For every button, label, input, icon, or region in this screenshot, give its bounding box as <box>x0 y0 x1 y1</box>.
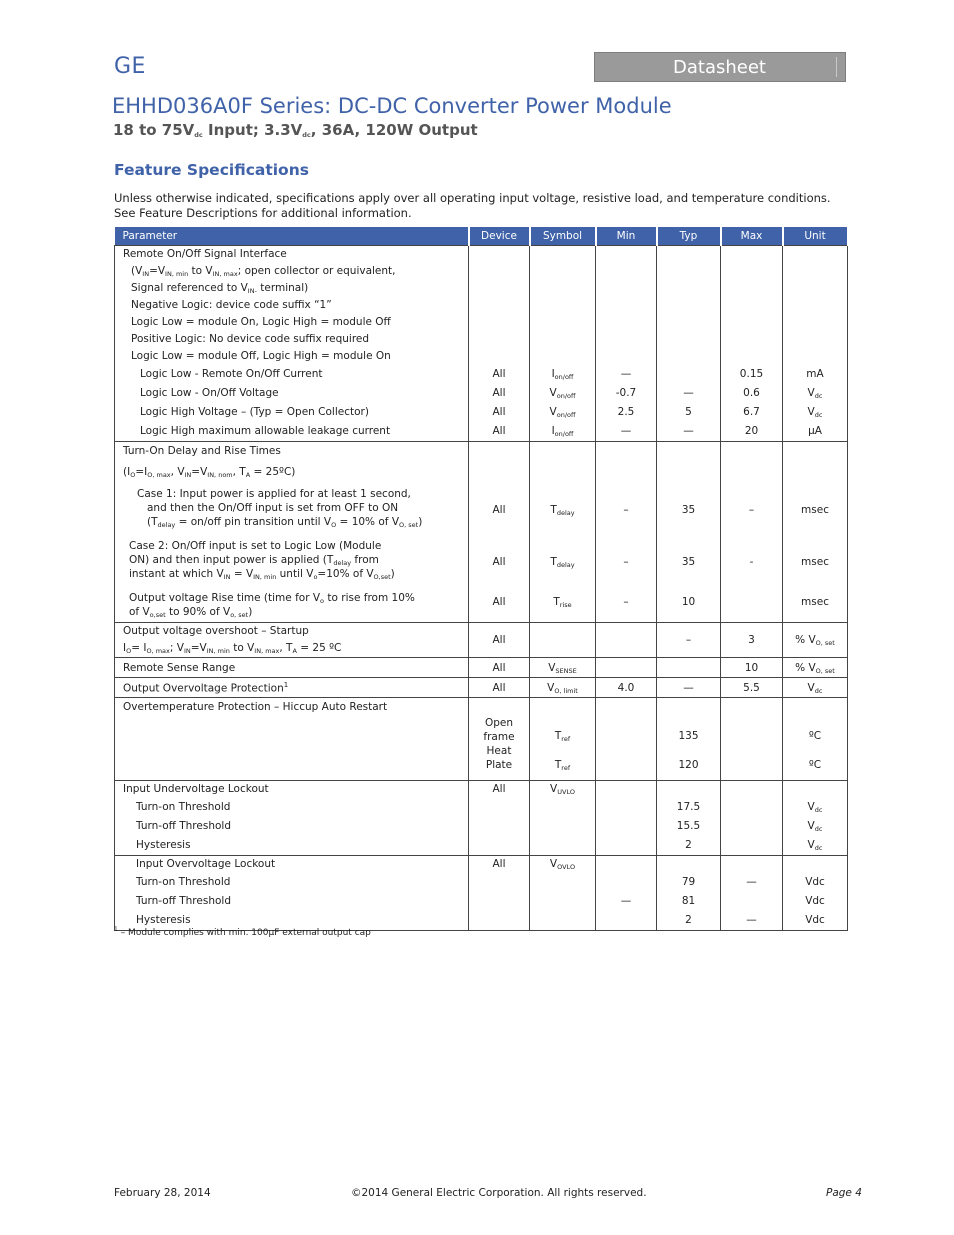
col-unit: Unit <box>783 227 848 246</box>
col-parameter: Parameter <box>115 227 469 246</box>
footer-copyright: ©2014 General Electric Corporation. All rights reserved. <box>351 1187 647 1199</box>
sense-unit: % $V_{O, set}$ <box>783 658 848 678</box>
overshoot-unit: % $V_{O, set}$ <box>783 623 848 658</box>
ovlo-parameter: Input Overvoltage Lockout Turn-on Threshold Turn-off Threshold Hysteresis <box>115 856 469 931</box>
otp-device: Open frame Heat Plate <box>469 698 530 781</box>
table-row <box>115 781 848 856</box>
footer-page-number: Page 4 <box>826 1187 862 1199</box>
ovlo-device: All <box>469 856 530 931</box>
otp-parameter: Overtemperature Protection – Hiccup Auto Restart <box>115 698 469 781</box>
turnon-min: – – – <box>596 442 657 623</box>
col-max: Max <box>721 227 783 246</box>
ovp-typ: — <box>657 678 721 698</box>
footer-date: February 28, 2014 <box>114 1187 211 1199</box>
ge-logo: GE <box>114 54 146 79</box>
otp-min <box>596 698 657 781</box>
page-subtitle: 18 to $75V_{dc}$ Input; $3.3V_{dc}$, 36A, 120W Output <box>113 121 478 139</box>
feature-spec-table <box>114 227 849 931</box>
onoff-max: 0.15 0.6 6.7 20 <box>721 246 783 442</box>
datasheet-label: Datasheet <box>673 57 766 78</box>
section-title: Feature Specifications <box>114 161 309 179</box>
uvlo-symbol: $V_{UVLO}$ <box>530 781 596 856</box>
table-footnote: $^1$ – Module complies with min. 100μF external output cap <box>114 926 371 938</box>
uvlo-typ: 17.5 15.5 2 <box>657 781 721 856</box>
overshoot-max: 3 <box>721 623 783 658</box>
turnon-max: – - <box>721 442 783 623</box>
ovp-parameter: Output Overvoltage Protection$^1$ <box>115 678 469 698</box>
col-device: Device <box>469 227 530 246</box>
turnon-unit: msec msec msec <box>783 442 848 623</box>
badge-divider <box>836 57 837 77</box>
otp-symbol: $T_{ref}$ $T_{ref}$ <box>530 698 596 781</box>
turnon-parameter: Turn-On Delay and Rise Times ($I_O=I_{O, max}$, $V_{IN}=V_{IN, nom}$, $T_A$ = 25ºC) Case 1: Input power is applied for at least 1 second, and then the On/Off input is set from OFF to ON ($T_{delay} = on/off$ pin transition until $V_O = 10\%$ of $V_{O, set}$) Case 2: On/Off input is set to Logic Low (Module ON) and then input power is applied ($T_{delay}$ from instant at which $V_{IN} = V_{IN, min}$ until $V_o=10\%$ of $V_{O,set}$) Output voltage Rise time (time for $V_o$ to rise from 10% of $V_{o,set}$ to 90% of $V_{o, set}$) <box>115 442 469 623</box>
uvlo-unit: $V_{dc}$ $V_{dc}$ $V_{dc}$ <box>783 781 848 856</box>
ovp-min: 4.0 <box>596 678 657 698</box>
sense-min <box>596 658 657 678</box>
ovp-max: 5.5 <box>721 678 783 698</box>
uvlo-min <box>596 781 657 856</box>
turnon-typ: 35 35 10 <box>657 442 721 623</box>
onoff-typ: — 5 — <box>657 246 721 442</box>
intro-paragraph: Unless otherwise indicated, specifications apply over all operating input voltage, resistive load, and temperature conditions. See Feature Descriptions for additional information. <box>114 191 831 220</box>
ovp-unit: $V_{dc}$ <box>783 678 848 698</box>
otp-unit: ºC ºC <box>783 698 848 781</box>
turnon-symbol: $T_{delay}$ $T_{delay}$ $T_{rise}$ <box>530 442 596 623</box>
table-row <box>115 623 848 658</box>
sense-typ <box>657 658 721 678</box>
page-title: EHHD036A0F Series: DC-DC Converter Power Module <box>112 94 672 118</box>
col-min: Min <box>596 227 657 246</box>
col-symbol: Symbol <box>530 227 596 246</box>
table-row <box>115 658 848 678</box>
uvlo-max <box>721 781 783 856</box>
onoff-unit: mA $V_{dc}$ $V_{dc}$ μA <box>783 246 848 442</box>
overshoot-min <box>596 623 657 658</box>
table-row <box>115 442 848 623</box>
overshoot-symbol <box>530 623 596 658</box>
table-row <box>115 246 848 442</box>
onoff-device: All All All All <box>469 246 530 442</box>
table-row <box>115 698 848 781</box>
ovlo-unit: Vdc Vdc Vdc <box>783 856 848 931</box>
overshoot-parameter: Output voltage overshoot – Startup $I_O= I_{O, max}$; $V_{IN}=V_{IN, min}$ to $V_{IN, max}$, $T_A = 25$ ºC <box>115 623 469 658</box>
overshoot-typ: – <box>657 623 721 658</box>
ovlo-max: — — <box>721 856 783 931</box>
sense-symbol: $V_{SENSE}$ <box>530 658 596 678</box>
otp-max <box>721 698 783 781</box>
ovlo-min: — <box>596 856 657 931</box>
ovlo-typ: 79 81 2 <box>657 856 721 931</box>
datasheet-badge <box>594 52 846 82</box>
onoff-symbol: $I_{on/off}$ $V_{on/off}$ $V_{on/off}$ $I_{on/off}$ <box>530 246 596 442</box>
uvlo-parameter: Input Undervoltage Lockout Turn-on Threshold Turn-off Threshold Hysteresis <box>115 781 469 856</box>
ovlo-symbol: $V_{OVLO}$ <box>530 856 596 931</box>
sense-max: 10 <box>721 658 783 678</box>
sense-device: All <box>469 658 530 678</box>
turnon-device: All All All <box>469 442 530 623</box>
onoff-min: — -0.7 2.5 — <box>596 246 657 442</box>
overshoot-device: All <box>469 623 530 658</box>
otp-typ: 135 120 <box>657 698 721 781</box>
table-row <box>115 678 848 698</box>
ovp-symbol: $V_{O, limit}$ <box>530 678 596 698</box>
sense-parameter: Remote Sense Range <box>115 658 469 678</box>
uvlo-device: All <box>469 781 530 856</box>
ovp-device: All <box>469 678 530 698</box>
col-typ: Typ <box>657 227 721 246</box>
table-row <box>115 856 848 931</box>
onoff-parameter: Remote On/Off Signal Interface ($V_{IN}=V_{IN, min}$ to $V_{IN, max}$; open collector or equivalent, Signal referenced to $V_{IN-}$ terminal) Negative Logic: device code suffix “1” Logic Low = module On, Logic High = module Off Positive Logic: No device code suffix required Logic Low = module Off, Logic High = module On Logic Low - Remote On/Off Current Logic Low - On/Off Voltage Logic High Voltage – (Typ = Open Collector) Logic High maximum allowable leakage current <box>115 246 469 442</box>
table-header-row <box>115 227 848 246</box>
